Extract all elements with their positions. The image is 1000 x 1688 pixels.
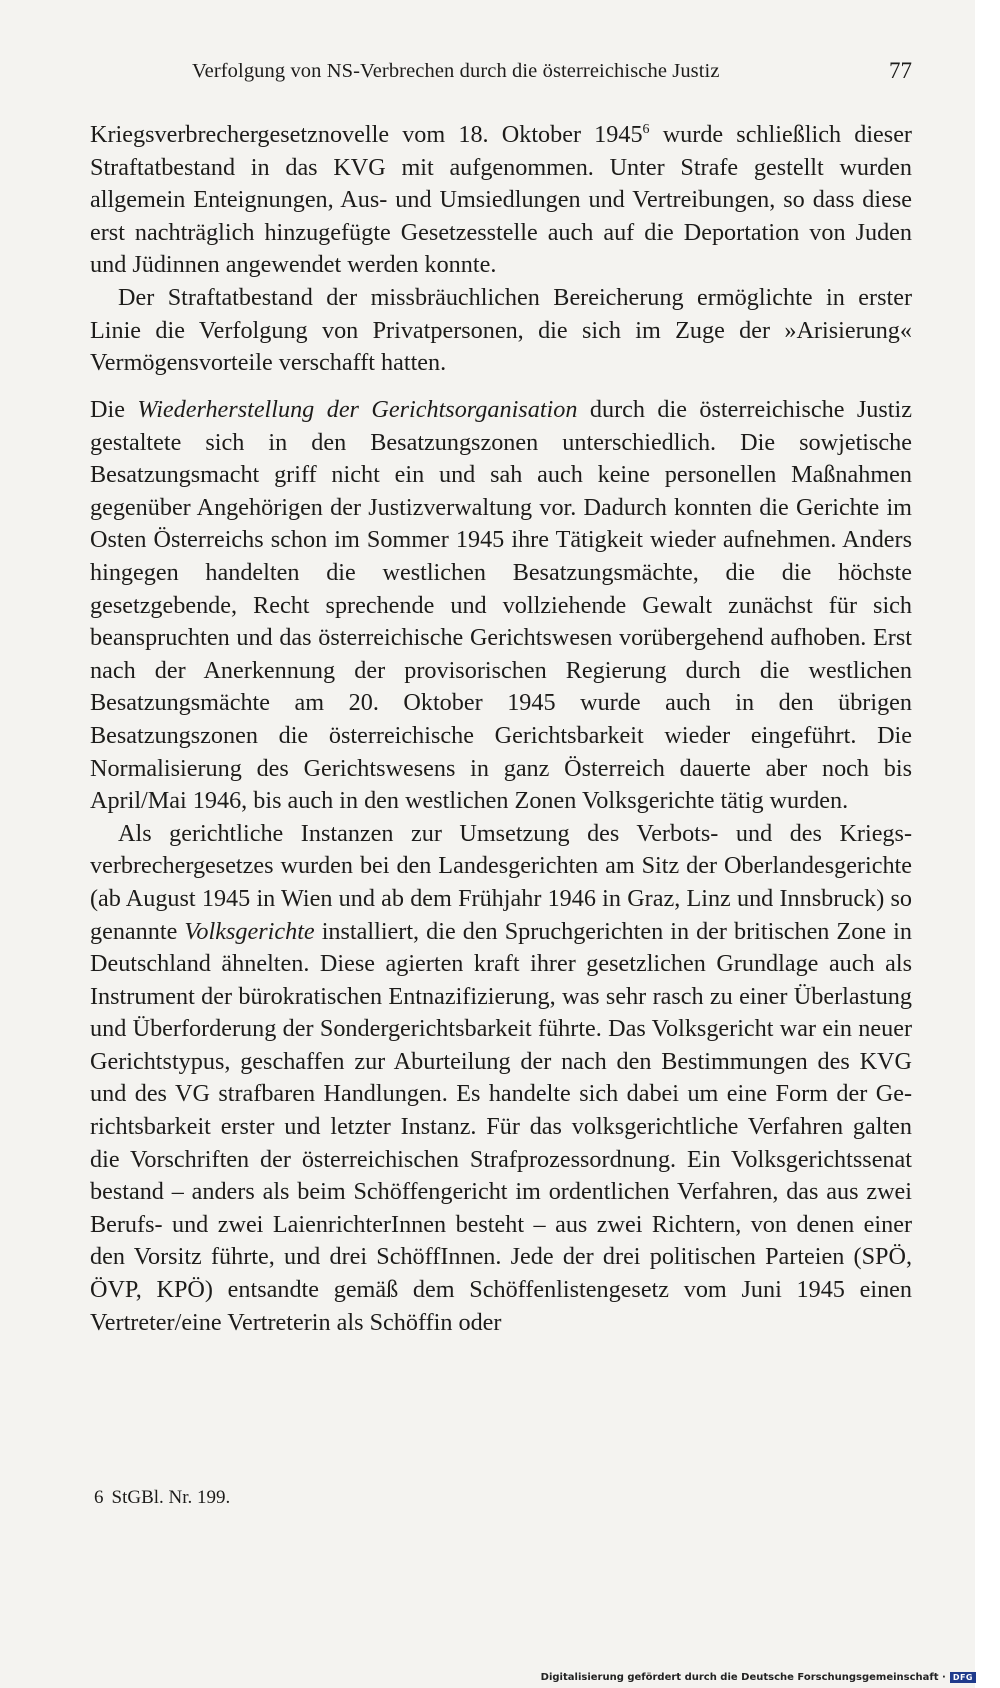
dfg-logo: DFG xyxy=(950,1672,976,1683)
page-edge xyxy=(975,0,1000,1688)
header-title: Verfolgung von NS-Verbrechen durch die österreichische Justiz xyxy=(192,60,720,82)
footnote xyxy=(94,1487,230,1509)
paragraph-4-text: Als gerichtliche Instanzen zur Umsetzung des Verbots- und des Kriegsverbrechergesetzes wurden bei den Landesgerichten am Sitz der Oberlandesgerichte (ab August 1945 in Wien und ab dem Frühjahr 1946 in Graz, Linz und Innsbruck) so genannte xyxy=(90,819,912,945)
paragraph-3 xyxy=(90,394,912,818)
footnote-number: 6 xyxy=(94,1487,104,1508)
paragraph-3-text-cont: durch die österreichische Justiz gestaltete sich in den Besatzungszonen unterschiedlich. Die sowjetische Besatzungsmacht griff nicht ein und sah auch keine personellen Maßnahmen gegenüber Angehörigen der Justizverwaltung vor. Dadurch konnten die Gerichte im Osten Österreichs schon im Sommer 1945 ihre Tätigkeit wieder aufnehmen. Anders hingegen handelten die westlichen Besatzungsmächte, die die höchste gesetzgebende, Recht sprechende und vollziehende Gewalt zunächst für sich beanspruchten und das österreichische Gerichtswesen vorübergehend aufhoben. Erst nach der Anerkennung der provisorischen Regierung durch die westlichen Besatzungsmächte am 20. Oktober 1945 wurde auch in den übrigen Besatzungszonen die österreichische Gerichtsbarkeit wieder eingeführt. Die Normalisierung des Gerichtswesens in ganz Österreich dauerte aber noch bis April/Mai 1946, bis auch in den westlichen Zonen Volksgerichte tätig wurden. xyxy=(90,396,912,815)
paragraph-4-emphasis: Volksgerichte xyxy=(184,917,315,945)
digitization-text: Digitalisierung gefördert durch die Deutsche Forschungsgemeinschaft · xyxy=(540,1672,946,1683)
paragraph-3-emphasis: Wiederherstellung der Gerichtsorganisation xyxy=(137,396,578,423)
digitization-credit xyxy=(541,1672,976,1683)
body-text-main xyxy=(90,394,912,1339)
paragraph-1 xyxy=(90,119,912,282)
running-header xyxy=(90,54,912,94)
page-number: 77 xyxy=(889,58,912,83)
paragraph-1-text-cont: wurde schließlich dieser Straftatbestand in das KVG mit aufgenommen. Unter Strafe gestellt wurden allgemein Enteignungen, Aus- und Umsiedlungen und Vertreibungen, so dass diese erst nachträglich hinzugefügte Gesetzesstelle auch auf die Deportation von Juden und Jüdinnen angewendet werden konnte. xyxy=(90,121,912,279)
body-text-top xyxy=(90,119,912,380)
paragraph-1-text: Kriegsverbrechergesetznovelle vom 18. Oktober 1945 xyxy=(90,121,643,148)
footnote-text: StGBl. Nr. 199. xyxy=(111,1487,231,1508)
paragraph-4 xyxy=(90,818,912,1340)
paragraph-3-text: Die xyxy=(90,396,138,423)
paragraph-2: Der Straftatbestand der missbräuchlichen Bereicherung ermöglichte in erster Linie die Verfolgung von Privatpersonen, die sich im Zuge der »Arisierung« Vermögensvorteile verschafft hatten. xyxy=(90,283,912,377)
paragraph-4-text-cont: installiert, die den Spruchgerichten in der britischen Zone in Deutschland ähnelten. Diese agierten kraft ihrer gesetzlichen Grundlage auch als Instrument der bürokratischen Entnazifizierung, was sehr rasch zu einer Überlastung und Überforderung der Sondergerichtsbarkeit führte. Das Volksgericht war ein neuer Gerichtstypus, geschaffen zur Aburteilung der nach den Bestimmungen des KVG und des VG strafbaren Handlungen. Es handelte sich dabei um eine Form der Gerichtsbarkeit erster und letzter Instanz. Für das volksgerichtliche Verfahren galten die Vorschriften der österreichischen Strafprozessordnung. Ein Volksgerichtssenat bestand – anders als beim Schöffengericht im ordentlichen Verfahren, das aus zwei Berufs- und zwei LaienrichterInnen besteht – aus zwei Richtern, von denen einer den Vorsitz führte, und drei SchöffInnen. Jede der drei politischen Parteien (SPÖ, ÖVP, KPÖ) entsandte gemäß dem Schöffenlistengesetz vom Juni 1945 einen Vertreter/eine Vertreterin als Schöffin oder xyxy=(90,917,912,1336)
footnote-marker: 6 xyxy=(642,122,650,137)
